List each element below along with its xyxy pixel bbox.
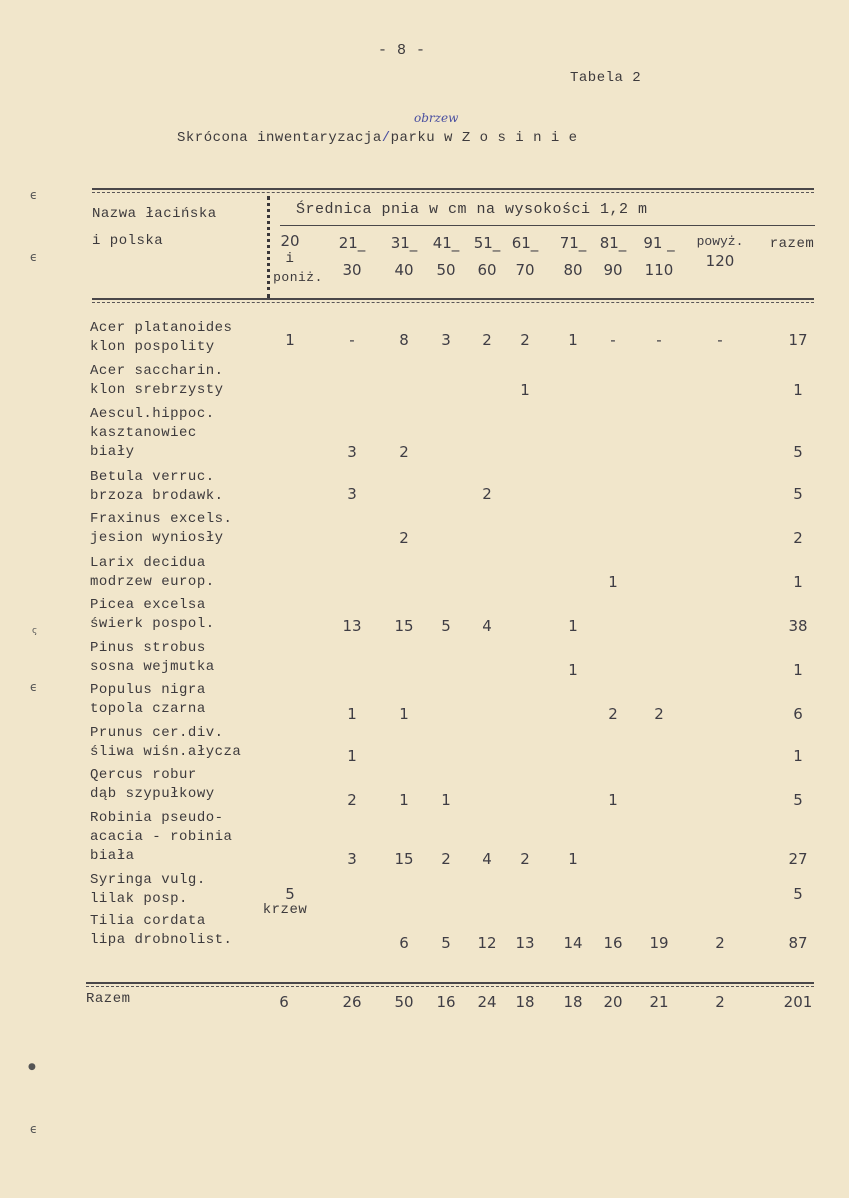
table-cell-value: 1 — [568, 850, 578, 868]
totals-cell-value: 2 — [715, 993, 725, 1011]
margin-mark: ϵ — [30, 1122, 38, 1136]
table-cell-value: 6 — [793, 705, 803, 723]
species-name: Robinia pseudo- — [90, 810, 224, 826]
diameter-column-header-top: 61_ — [511, 234, 539, 252]
table-cell-value: 1 — [568, 661, 578, 679]
diameter-column-header-top: 41_ — [432, 234, 460, 252]
table-cell-value: 1 — [793, 747, 803, 765]
totals-cell-value: 6 — [279, 993, 289, 1011]
diameter-column-header-bottom: 80 — [563, 261, 583, 279]
diameter-column-header-bottom: 90 — [603, 261, 623, 279]
diameter-column-header-top: 91 _ — [643, 234, 675, 252]
species-name: lilak posp. — [90, 891, 188, 907]
totals-cell-value: 24 — [477, 993, 497, 1011]
diameter-column-header-bottom: 50 — [436, 261, 456, 279]
table-cell-value: 38 — [788, 617, 808, 635]
table-cell-value: 1 — [285, 331, 295, 349]
species-name: Fraxinus excels. — [90, 511, 233, 527]
species-name: Acer platanoides — [90, 320, 233, 336]
species-name: kasztanowiec — [90, 425, 197, 441]
table-cell-value: 17 — [788, 331, 808, 349]
species-name: topola czarna — [90, 701, 206, 717]
totals-label: Razem — [86, 991, 131, 1007]
species-name: Acer saccharin. — [90, 363, 224, 379]
table-cell-value: 87 — [788, 934, 808, 952]
species-name: modrzew europ. — [90, 574, 215, 590]
table-cell-value: - — [349, 331, 355, 349]
species-name: lipa drobnolist. — [90, 932, 233, 948]
column-header-diameter: Średnica pnia w cm na wysokości 1,2 m — [296, 201, 648, 218]
table-cell-value: 4 — [482, 850, 492, 868]
species-name: Populus nigra — [90, 682, 206, 698]
table-cell-value: 3 — [347, 485, 357, 503]
species-name: jesion wyniosły — [90, 530, 224, 546]
totals-cell-value: 21 — [649, 993, 669, 1011]
table-cell-value: 6 — [399, 934, 409, 952]
table-cell-value: 1 — [441, 791, 451, 809]
species-name: brzoza brodawk. — [90, 488, 224, 504]
table-cell-value: 2 — [654, 705, 664, 723]
row-note: krzew — [262, 902, 308, 918]
totals-cell-value: 16 — [436, 993, 456, 1011]
species-name: Betula verruc. — [90, 469, 215, 485]
totals-top-rule — [86, 982, 814, 984]
margin-mark: ς — [32, 626, 38, 636]
species-name: klon srebrzysty — [90, 382, 224, 398]
margin-mark: ϵ — [30, 250, 38, 264]
table-cell-value: 8 — [399, 331, 409, 349]
totals-cell-value: 201 — [783, 993, 813, 1011]
species-name: klon pospolity — [90, 339, 215, 355]
handwritten-insert: obrzew — [414, 111, 459, 125]
species-name: acacia - robinia — [90, 829, 233, 845]
species-name: Larix decidua — [90, 555, 206, 571]
diameter-column-header-bottom: 120 — [705, 252, 735, 270]
totals-cell-value: 18 — [515, 993, 535, 1011]
table-cell-value: - — [610, 331, 616, 349]
species-name: dąb szypułkowy — [90, 786, 215, 802]
table-cell-value: 1 — [793, 661, 803, 679]
diameter-column-header-top: 81_ — [599, 234, 627, 252]
species-name: biały — [90, 444, 135, 460]
title-text-after: parku w Z o s i n i e — [390, 130, 578, 146]
diameter-header-rule — [280, 225, 815, 226]
species-name: Syringa vulg. — [90, 872, 206, 888]
table-cell-value: 1 — [399, 705, 409, 723]
diameter-column-header-top: razem — [769, 236, 815, 252]
table-cell-value: 5 — [441, 934, 451, 952]
diameter-column-header-mid: i — [285, 251, 295, 267]
table-cell-value: 1 — [568, 617, 578, 635]
diameter-column-header-bottom: poniż. — [273, 270, 323, 285]
diameter-column-header-top: 20 — [280, 232, 300, 250]
table-cell-value: 13 — [515, 934, 535, 952]
totals-cell-value: 20 — [603, 993, 623, 1011]
table-cell-value: 15 — [394, 850, 414, 868]
diameter-column-header-top: powyż. — [696, 234, 744, 249]
table-cell-value: - — [656, 331, 662, 349]
table-cell-value: 5 — [793, 485, 803, 503]
title-insert-mark: / — [381, 130, 391, 146]
table-cell-value: 1 — [399, 791, 409, 809]
species-name: Prunus cer.div. — [90, 725, 224, 741]
table-cell-value: 4 — [482, 617, 492, 635]
species-name: Qercus robur — [90, 767, 197, 783]
totals-top-rule-dashed — [86, 986, 814, 987]
table-cell-value: 1 — [568, 331, 578, 349]
table-cell-value: 2 — [793, 529, 803, 547]
species-name: Picea excelsa — [90, 597, 206, 613]
table-cell-value: 1 — [347, 705, 357, 723]
title-text-before: Skrócona inwentaryzacja — [177, 130, 382, 146]
table-top-rule — [92, 188, 814, 190]
table-cell-value: 27 — [788, 850, 808, 868]
table-cell-value: 5 — [441, 617, 451, 635]
species-name: Tilia cordata — [90, 913, 206, 929]
page-number: - 8 - — [378, 42, 426, 59]
table-cell-value: 2 — [441, 850, 451, 868]
table-cell-value: 2 — [482, 331, 492, 349]
table-cell-value: 12 — [477, 934, 497, 952]
table-cell-value: 16 — [603, 934, 623, 952]
table-cell-value: 2 — [399, 443, 409, 461]
table-cell-value: 1 — [793, 381, 803, 399]
table-top-rule-dashed — [92, 192, 814, 193]
table-cell-value: 15 — [394, 617, 414, 635]
column-header-name-line2: i polska — [92, 233, 164, 249]
header-separator-dots — [267, 196, 270, 298]
diameter-column-header-top: 31_ — [390, 234, 418, 252]
table-cell-value: 2 — [347, 791, 357, 809]
header-bottom-rule-dashed — [92, 302, 814, 303]
table-cell-value: 2 — [520, 331, 530, 349]
totals-cell-value: 18 — [563, 993, 583, 1011]
table-cell-value: 5 — [285, 885, 295, 903]
table-cell-value: 2 — [520, 850, 530, 868]
diameter-column-header-top: 51_ — [473, 234, 501, 252]
table-cell-value: 13 — [342, 617, 362, 635]
species-name: Pinus strobus — [90, 640, 206, 656]
diameter-column-header-top: 71_ — [559, 234, 587, 252]
table-cell-value: - — [717, 331, 723, 349]
column-header-name-line1: Nazwa łacińska — [92, 206, 217, 222]
diameter-column-header-bottom: 40 — [394, 261, 414, 279]
header-bottom-rule — [92, 298, 814, 300]
totals-cell-value: 26 — [342, 993, 362, 1011]
table-cell-value: 19 — [649, 934, 669, 952]
species-name: śliwa wiśn.ałycza — [90, 744, 242, 760]
species-name: świerk pospol. — [90, 616, 215, 632]
table-cell-value: 5 — [793, 791, 803, 809]
document-title — [177, 130, 578, 146]
table-cell-value: 2 — [715, 934, 725, 952]
species-name: Aescul.hippoc. — [90, 406, 215, 422]
table-cell-value: 2 — [608, 705, 618, 723]
table-cell-value: 1 — [608, 573, 618, 591]
table-cell-value: 3 — [441, 331, 451, 349]
species-name: biała — [90, 848, 135, 864]
diameter-column-header-bottom: 60 — [477, 261, 497, 279]
diameter-column-header-bottom: 70 — [515, 261, 535, 279]
table-cell-value: 2 — [399, 529, 409, 547]
table-cell-value: 5 — [793, 885, 803, 903]
diameter-column-header-bottom: 110 — [644, 261, 674, 279]
margin-mark: ● — [28, 1062, 36, 1072]
table-cell-value: 2 — [482, 485, 492, 503]
diameter-column-header-bottom: 30 — [342, 261, 362, 279]
table-cell-value: 3 — [347, 443, 357, 461]
table-cell-value: 1 — [347, 747, 357, 765]
table-label: Tabela 2 — [570, 70, 642, 86]
species-name: sosna wejmutka — [90, 659, 215, 675]
table-cell-value: 1 — [608, 791, 618, 809]
table-cell-value: 1 — [793, 573, 803, 591]
totals-cell-value: 50 — [394, 993, 414, 1011]
table-cell-value: 5 — [793, 443, 803, 461]
margin-mark: ϵ — [30, 680, 38, 694]
table-cell-value: 3 — [347, 850, 357, 868]
diameter-column-header-top: 21_ — [338, 234, 366, 252]
table-cell-value: 14 — [563, 934, 583, 952]
table-cell-value: 1 — [520, 381, 530, 399]
margin-mark: ϵ — [30, 188, 38, 202]
